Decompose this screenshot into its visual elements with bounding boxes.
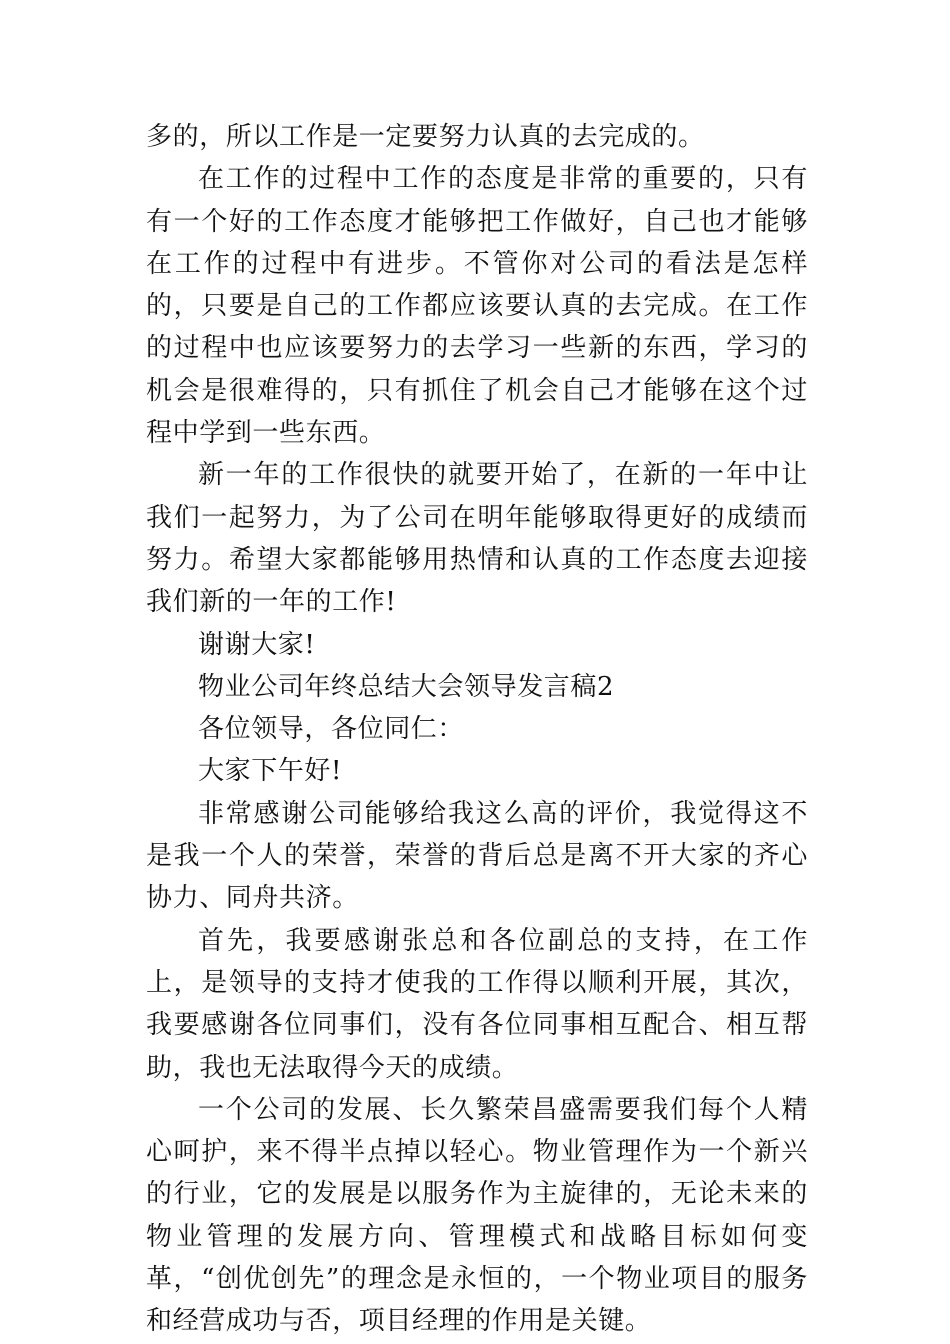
- paragraph-new-year: 新一年的工作很快的就要开始了，在新的一年中让我们一起努力，为了公司在明年能够取得更好的成绩而努力。希望大家都能够用热情和认真的工作态度去迎接我们新的一年的工作!: [146, 460, 808, 618]
- document-body: [146, 116, 808, 1343]
- paragraph-gratitude: 非常感谢公司能够给我这么高的评价，我觉得这不是我一个人的荣誉，荣誉的背后总是离不开大家的齐心协力、同舟共济。: [146, 798, 808, 914]
- paragraph-continuation: 多的，所以工作是一定要努力认真的去完成的。: [146, 122, 705, 152]
- paragraph-thanks: 谢谢大家!: [198, 629, 316, 660]
- section-title: 物业公司年终总结大会领导发言稿2: [198, 671, 615, 702]
- salutation: 各位领导，各位同仁：: [198, 714, 465, 745]
- greeting: 大家下午好!: [198, 756, 343, 787]
- paragraph-first-thanks: 首先，我要感谢张总和各位副总的支持，在工作上，是领导的支持才使我的工作得以顺利开展，其次，我要感谢各位同事们，没有各位同事相互配合、相互帮助，我也无法取得今天的成绩。: [146, 925, 808, 1083]
- paragraph-work-attitude: 在工作的过程中工作的态度是非常的重要的，只有有一个好的工作态度才能够把工作做好，自己也才能够在工作的过程中有进步。不管你对公司的看法是怎样的，只要是自己的工作都应该要认真的去完成。在工作的过程中也应该要努力的去学习一些新的东西，学习的机会是很难得的，只有抓住了机会自己才能够在这个过程中学到一些东西。: [146, 164, 808, 449]
- paragraph-company-development: 一个公司的发展、长久繁荣昌盛需要我们每个人精心呵护，来不得半点掉以轻心。物业管理作为一个新兴的行业，它的发展是以服务作为主旋律的，无论未来的物业管理的发展方向、管理模式和战略目标如何变革，“创优创先”的理念是永恒的，一个物业项目的服务和经营成功与否，项目经理的作用是关键。: [146, 1094, 808, 1337]
